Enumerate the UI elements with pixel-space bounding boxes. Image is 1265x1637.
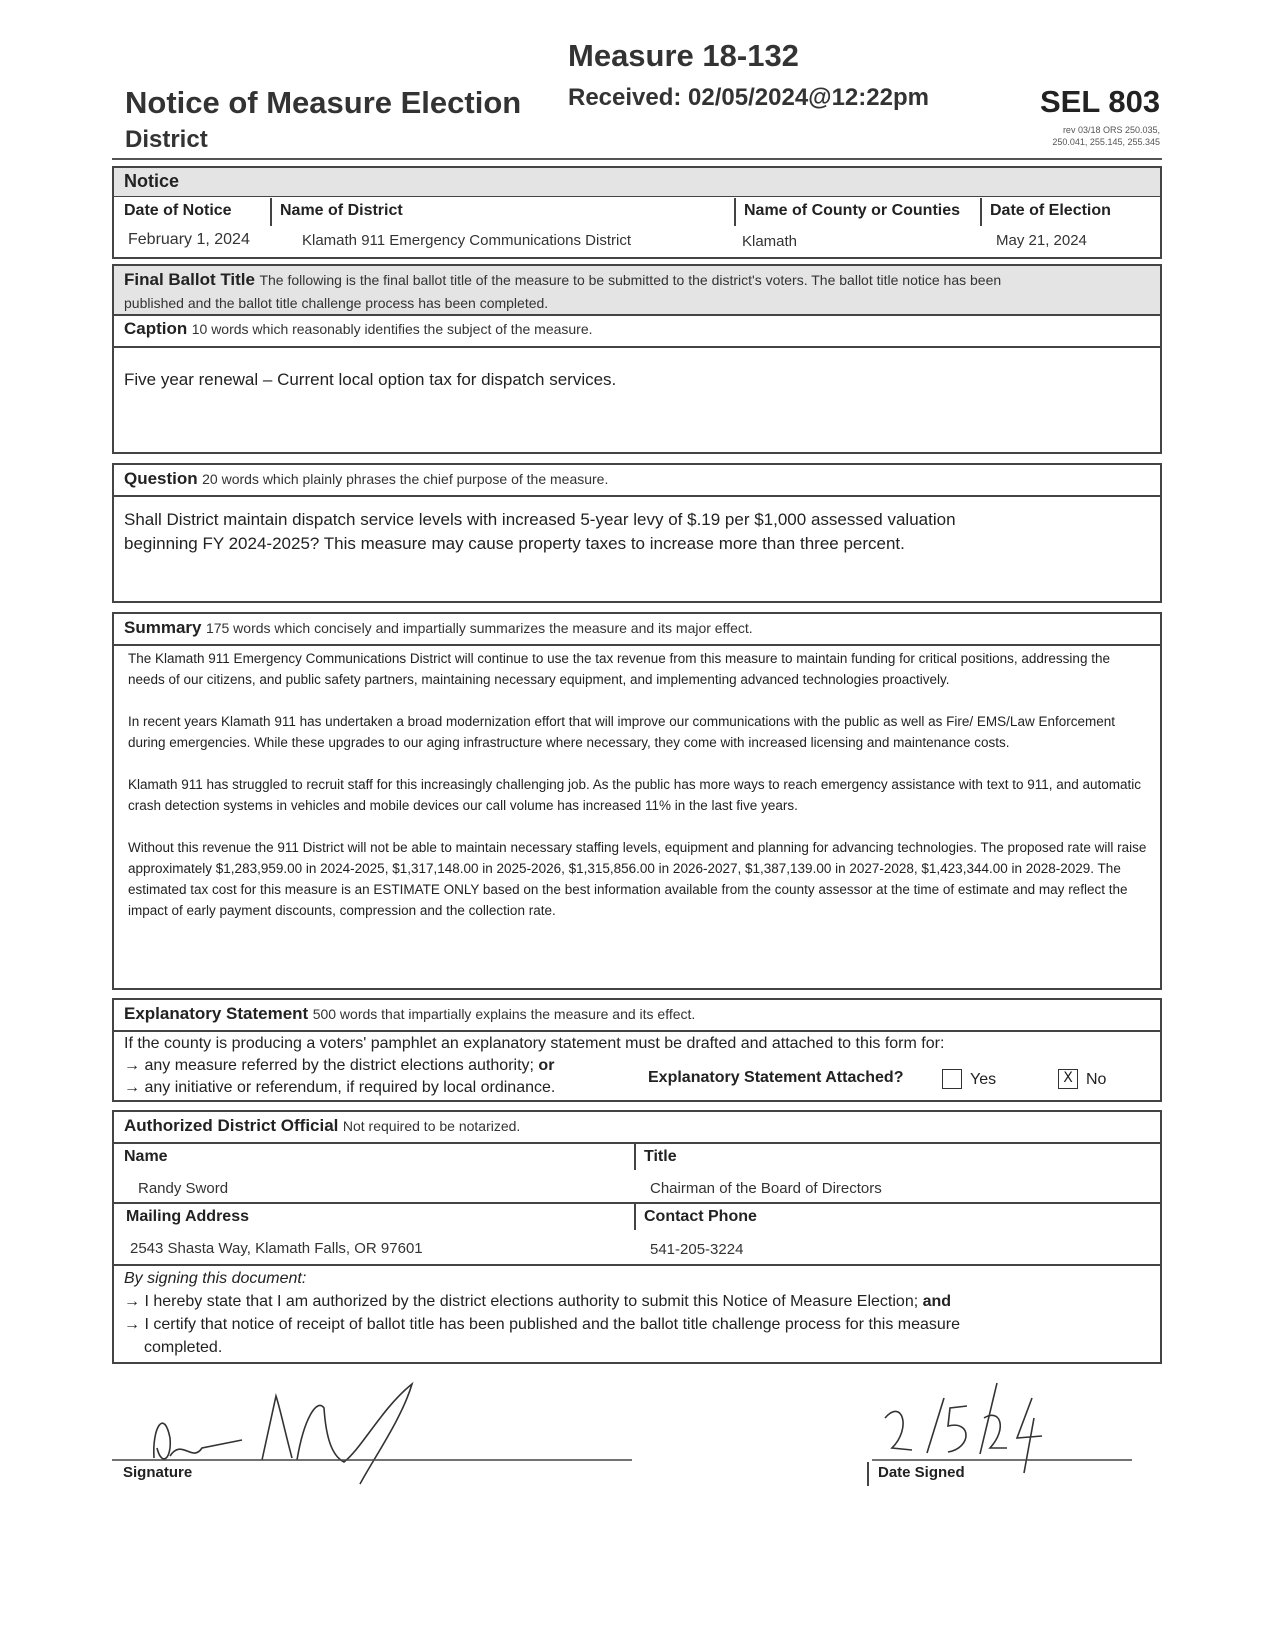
explanatory-description: 500 words that impartially explains the measure and its effect. bbox=[312, 1006, 696, 1022]
column-divider bbox=[634, 1144, 636, 1170]
explanatory-divider bbox=[114, 1030, 1160, 1032]
summary-description: 175 words which concisely and impartially summarizes the measure and its major effect. bbox=[205, 620, 753, 636]
revision-line-2: 250.041, 255.145, 255.345 bbox=[1052, 137, 1160, 147]
date-stroke bbox=[885, 1411, 912, 1450]
signature-stroke bbox=[262, 1396, 292, 1460]
column-divider bbox=[980, 198, 982, 226]
county-value: Klamath bbox=[742, 233, 798, 250]
district-name-label: Name of District bbox=[280, 202, 403, 219]
county-label: Name of County or Counties bbox=[744, 202, 961, 219]
summary-label: Summary bbox=[124, 618, 202, 637]
measure-number-stamp: Measure 18-132 bbox=[568, 38, 799, 73]
explanatory-label: Explanatory Statement bbox=[124, 1004, 309, 1023]
explanatory-item-2: → any initiative or referendum, if required by local ordinance. bbox=[124, 1079, 556, 1096]
page-subtitle: District bbox=[125, 126, 208, 153]
question-divider bbox=[114, 495, 1160, 497]
revision-note bbox=[1010, 124, 1160, 148]
no-checkbox[interactable]: X bbox=[1058, 1069, 1078, 1089]
summary-paragraph-2: In recent years Klamath 911 has undertaken a broad modernization effort that will improve our communications with the public as well as Fire/ EMS/Law Enforcement during emergencies. While these upgrades to our aging infrastructure where necessary, they come with increased licensing and maintenance costs. bbox=[128, 714, 1115, 750]
summary-divider bbox=[114, 644, 1160, 646]
notice-label: Notice bbox=[124, 171, 180, 191]
form-number: SEL 803 bbox=[1040, 84, 1161, 119]
caption-header bbox=[124, 319, 593, 339]
ballot-divider bbox=[114, 314, 1160, 316]
question-line-2: beginning FY 2024-2025? This measure may cause property taxes to increase more than three percent. bbox=[124, 534, 905, 553]
no-label: No bbox=[1086, 1071, 1107, 1088]
certification-line-3: completed. bbox=[144, 1339, 223, 1356]
title-label: Title bbox=[644, 1148, 677, 1165]
official-description: Not required to be notarized. bbox=[342, 1118, 521, 1134]
name-label: Name bbox=[124, 1148, 168, 1165]
caption-description: 10 words which reasonably identifies the subject of the measure. bbox=[191, 321, 593, 337]
official-divider bbox=[114, 1142, 1160, 1144]
certification-lead: By signing this document: bbox=[124, 1270, 307, 1287]
explanatory-header bbox=[124, 1004, 695, 1024]
explanatory-intro: If the county is producing a voters' pamphlet an explanatory statement must be drafted and attached to this form for: bbox=[124, 1035, 945, 1052]
title-value: Chairman of the Board of Directors bbox=[650, 1180, 882, 1197]
explanatory-attached-label: Explanatory Statement Attached? bbox=[648, 1069, 904, 1086]
summary-paragraph-4: Without this revenue the 911 District will not be able to maintain necessary staffing levels, equipment and planning for advancing technologies. The proposed rate will raise approximately $1,283,959.00 in 2024-2025, $1,317,148.00 in 2025-2026, $1,315,856.00 in 2026-2027, $1,387,139.00 in 2027-2028, $1,423,344.00 in 2028-2029. The estimated tax cost for this measure is an ESTIMATE ONLY based on the best information available from the county assessor at the time of estimate and may reflect the impact of early payment discounts, compression and the collection rate. bbox=[128, 840, 1147, 918]
ballot-title-description-2: published and the ballot title challenge process has been completed. bbox=[124, 295, 549, 311]
header-divider bbox=[112, 158, 1162, 160]
caption-text: Five year renewal – Current local option tax for dispatch services. bbox=[124, 370, 617, 389]
yes-checkbox[interactable] bbox=[942, 1069, 962, 1089]
summary-paragraph-1: The Klamath 911 Emergency Communications District will continue to use the tax revenue from this measure to maintain funding for critical positions, addressing the needs of our citizens, and public safety partners, maintaining necessary equipment, and implementing advanced technologies proactively. bbox=[128, 651, 1110, 687]
phone-value: 541-205-3224 bbox=[650, 1241, 744, 1258]
question-text bbox=[124, 508, 1154, 556]
date-of-notice-label: Date of Notice bbox=[124, 202, 232, 219]
explanatory-section bbox=[112, 998, 1162, 1102]
certification-line-1-and: and bbox=[922, 1293, 952, 1310]
date-signed-label: Date Signed bbox=[878, 1464, 965, 1481]
election-date-value: May 21, 2024 bbox=[996, 232, 1087, 249]
column-divider bbox=[270, 198, 272, 226]
signature-image bbox=[112, 1378, 1162, 1488]
official-label: Authorized District Official bbox=[124, 1116, 339, 1135]
ballot-title-description-1: The following is the final ballot title of the measure to be submitted to the district's voters. The ballot title notice has been bbox=[259, 272, 1002, 288]
signature-label: Signature bbox=[123, 1464, 193, 1481]
yes-label: Yes bbox=[970, 1071, 997, 1088]
caption-label: Caption bbox=[124, 319, 188, 338]
ballot-title-label: Final Ballot Title bbox=[124, 270, 255, 289]
certification-line-1 bbox=[124, 1293, 951, 1311]
official-header bbox=[124, 1116, 520, 1136]
column-divider bbox=[634, 1204, 636, 1230]
row-divider bbox=[114, 1264, 1160, 1266]
page-title: Notice of Measure Election bbox=[125, 85, 522, 120]
received-stamp: Received: 02/05/2024@12:22pm bbox=[568, 84, 929, 111]
district-name-value: Klamath 911 Emergency Communications District bbox=[302, 232, 632, 249]
ballot-title-header bbox=[124, 269, 1154, 315]
explanatory-item-1 bbox=[124, 1057, 554, 1075]
summary-body bbox=[128, 648, 1148, 921]
certification-line-2: → I certify that notice of receipt of ballot title has been published and the ballot title challenge process for this measure bbox=[124, 1316, 961, 1333]
date-of-notice-value: February 1, 2024 bbox=[128, 231, 250, 248]
explanatory-item-1-or: or bbox=[538, 1057, 555, 1074]
notice-section bbox=[112, 166, 1162, 259]
question-description: 20 words which plainly phrases the chief purpose of the measure. bbox=[202, 471, 609, 487]
signature-stroke bbox=[297, 1384, 412, 1484]
summary-header bbox=[124, 618, 753, 638]
address-label: Mailing Address bbox=[126, 1208, 249, 1225]
date-stroke bbox=[1017, 1398, 1042, 1473]
summary-paragraph-3: Klamath 911 has struggled to recruit staff for this increasingly challenging job. As the public has more ways to reach emergency assistance with text to 911, and automatic crash detection systems in vehicles and mobile devices our call volume has increased 11% in the last five years. bbox=[128, 777, 1142, 813]
date-stroke bbox=[927, 1398, 944, 1453]
election-date-label: Date of Election bbox=[990, 202, 1111, 219]
phone-label: Contact Phone bbox=[644, 1208, 757, 1225]
address-value: 2543 Shasta Way, Klamath Falls, OR 97601 bbox=[130, 1240, 423, 1257]
caption-divider bbox=[114, 346, 1160, 348]
summary-section bbox=[112, 612, 1162, 990]
name-value: Randy Sword bbox=[138, 1180, 229, 1197]
question-section bbox=[112, 463, 1162, 603]
question-line-1: Shall District maintain dispatch service levels with increased 5-year levy of $.19 per $1,000 assessed valuation bbox=[124, 510, 956, 529]
date-stroke bbox=[948, 1406, 967, 1452]
certification-line-1-text: → I hereby state that I am authorized by the district elections authority to submit this Notice of Measure Election; bbox=[124, 1293, 919, 1310]
revision-line-1: rev 03/18 ORS 250.035, bbox=[1062, 125, 1160, 135]
question-label: Question bbox=[124, 469, 198, 488]
explanatory-item-1-text: → any measure referred by the district elections authority; bbox=[124, 1057, 534, 1074]
notice-divider bbox=[114, 196, 1160, 197]
ballot-title-section bbox=[112, 264, 1162, 454]
column-divider bbox=[734, 198, 736, 226]
official-section bbox=[112, 1110, 1162, 1364]
row-divider bbox=[114, 1202, 1160, 1204]
notice-header-bar bbox=[114, 168, 1160, 196]
question-header bbox=[124, 469, 608, 489]
signature-stroke bbox=[170, 1440, 242, 1456]
signature-stroke bbox=[154, 1423, 170, 1459]
